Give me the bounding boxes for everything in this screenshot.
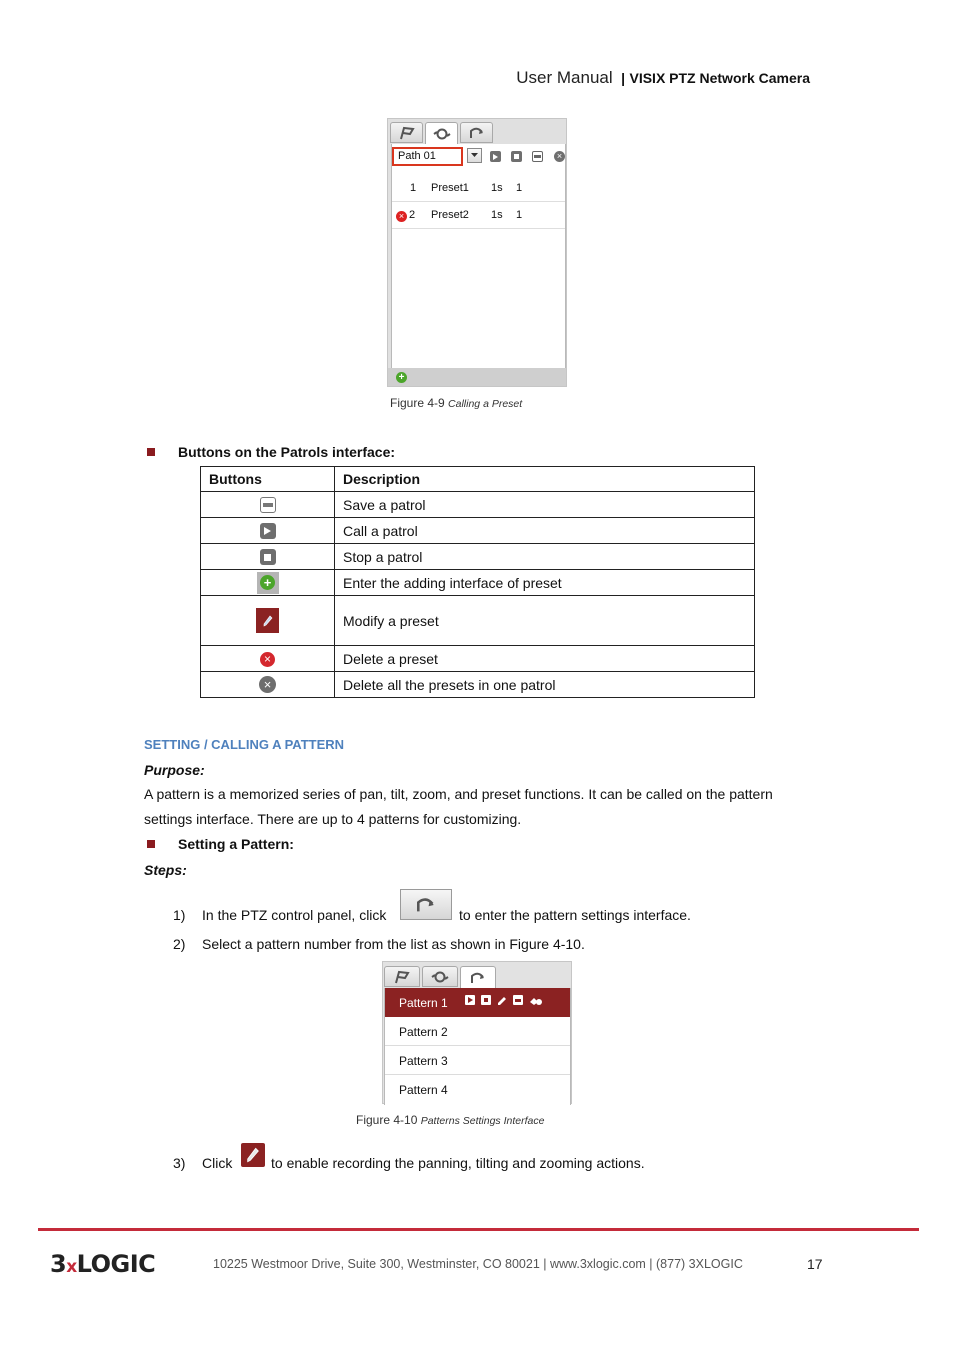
tab-pattern[interactable] [460,122,493,143]
manual-title: User Manual [516,68,613,87]
pattern-actions [465,995,543,1009]
table-row: × Delete a preset [201,646,755,672]
step-2-text: Select a pattern number from the list as shown in Figure 4-10. [202,936,585,952]
patrol-icon [433,127,451,141]
table-row: Stop a patrol [201,544,755,570]
path-select[interactable]: Path 01 [392,147,463,166]
bullet-icon [147,840,155,848]
col-description: Description [335,467,755,492]
ptz-tabs [384,966,496,988]
table-row: × Delete all the presets in one patrol [201,672,755,698]
save-icon [260,497,276,513]
pattern-icon [468,126,486,140]
steps-label: Steps: [144,862,187,878]
tab-pattern[interactable] [460,966,496,989]
table-header-row [201,467,755,492]
purpose-text-1: A pattern is a memorized series of pan, tilt, zoom, and preset functions. It can be called on the pattern [144,786,773,802]
table-row: + Enter the adding interface of preset [201,570,755,596]
delete-icon[interactable]: × [396,211,407,222]
stop-icon[interactable] [481,995,491,1005]
stop-icon [260,549,276,565]
preset-row[interactable]: × 2 Preset2 1s 1 [392,202,565,229]
pattern-row[interactable]: Pattern 3 [385,1046,570,1075]
add-preset-icon: + [257,572,279,594]
product-name: VISIX PTZ Network Camera [629,70,810,86]
step-1-text: In the PTZ control panel, click [202,907,387,923]
table-row: Save a patrol [201,492,755,518]
pattern-tab-button[interactable] [400,889,452,920]
step-2-num: 2) [173,936,186,952]
pattern-icon [413,896,439,914]
table-row: Call a patrol [201,518,755,544]
page-header [516,68,810,88]
patrol-panel-figure [387,118,567,387]
edit-icon [256,608,279,633]
figure-caption: Figure 4-10 Patterns Settings Interface [356,1113,545,1127]
setting-pattern-heading: Setting a Pattern: [178,836,294,852]
delete-all-icon[interactable]: × [554,151,565,162]
tab-patrol[interactable] [422,966,458,987]
pattern-icon [469,971,487,985]
table-row: Modify a preset [201,596,755,646]
patrol-list [391,144,566,368]
page-number: 17 [807,1256,823,1272]
edit-icon[interactable] [497,995,507,1009]
tab-preset[interactable] [384,966,420,987]
figure-caption: Figure 4-9 Calling a Preset [390,396,523,410]
play-icon [260,523,276,539]
purpose-text-2: settings interface. There are up to 4 patterns for customizing. [144,811,522,827]
tab-preset[interactable] [390,122,423,143]
patrol-buttons-table [200,466,755,698]
purpose-label: Purpose: [144,762,205,778]
col-buttons: Buttons [201,467,335,492]
pattern-row-selected[interactable]: Pattern 1 [385,988,570,1017]
add-preset-icon[interactable]: + [396,372,407,383]
play-icon[interactable] [465,995,475,1005]
section-title: SETTING / CALLING A PATTERN [144,737,345,752]
footer-address: 10225 Westmoor Drive, Suite 300, Westminster, CO 80021 | www.3xlogic.com | (877) 3XLOGIC [213,1257,743,1271]
save-icon[interactable] [513,995,523,1005]
edit-icon[interactable] [241,1143,265,1167]
flag-icon [393,970,411,984]
flag-icon [398,126,416,140]
header-separator: | [621,70,626,86]
pattern-row[interactable]: Pattern 4 [399,1083,448,1097]
add-bar [388,368,566,386]
step-3-num: 3) [173,1155,186,1171]
patrol-icon [431,970,449,984]
step-3-text-end: to enable recording the panning, tilting and zooming actions. [271,1155,645,1171]
pattern-list [384,988,571,1105]
pattern-row[interactable]: Pattern 2 [385,1017,570,1046]
play-icon[interactable] [490,151,501,162]
tab-patrol[interactable] [425,122,458,145]
step-3-text: Click [202,1155,233,1171]
step-1-text-end: to enter the pattern settings interface. [459,907,691,923]
dropdown-arrow-icon[interactable] [467,148,482,163]
delete-pattern-icon[interactable] [529,995,543,1009]
delete-all-icon: × [259,676,276,693]
bullet-icon [147,448,155,456]
delete-icon: × [260,652,275,667]
company-logo: 3xLOGIC [50,1250,156,1278]
save-icon[interactable] [532,151,543,162]
preset-row[interactable]: 1 Preset1 1s 1 [392,175,565,202]
step-1-num: 1) [173,907,186,923]
patrol-buttons-heading: Buttons on the Patrols interface: [178,444,396,460]
stop-icon[interactable] [511,151,522,162]
pattern-panel-figure [382,961,572,1104]
ptz-tabs [390,122,493,144]
footer-rule [38,1228,919,1231]
